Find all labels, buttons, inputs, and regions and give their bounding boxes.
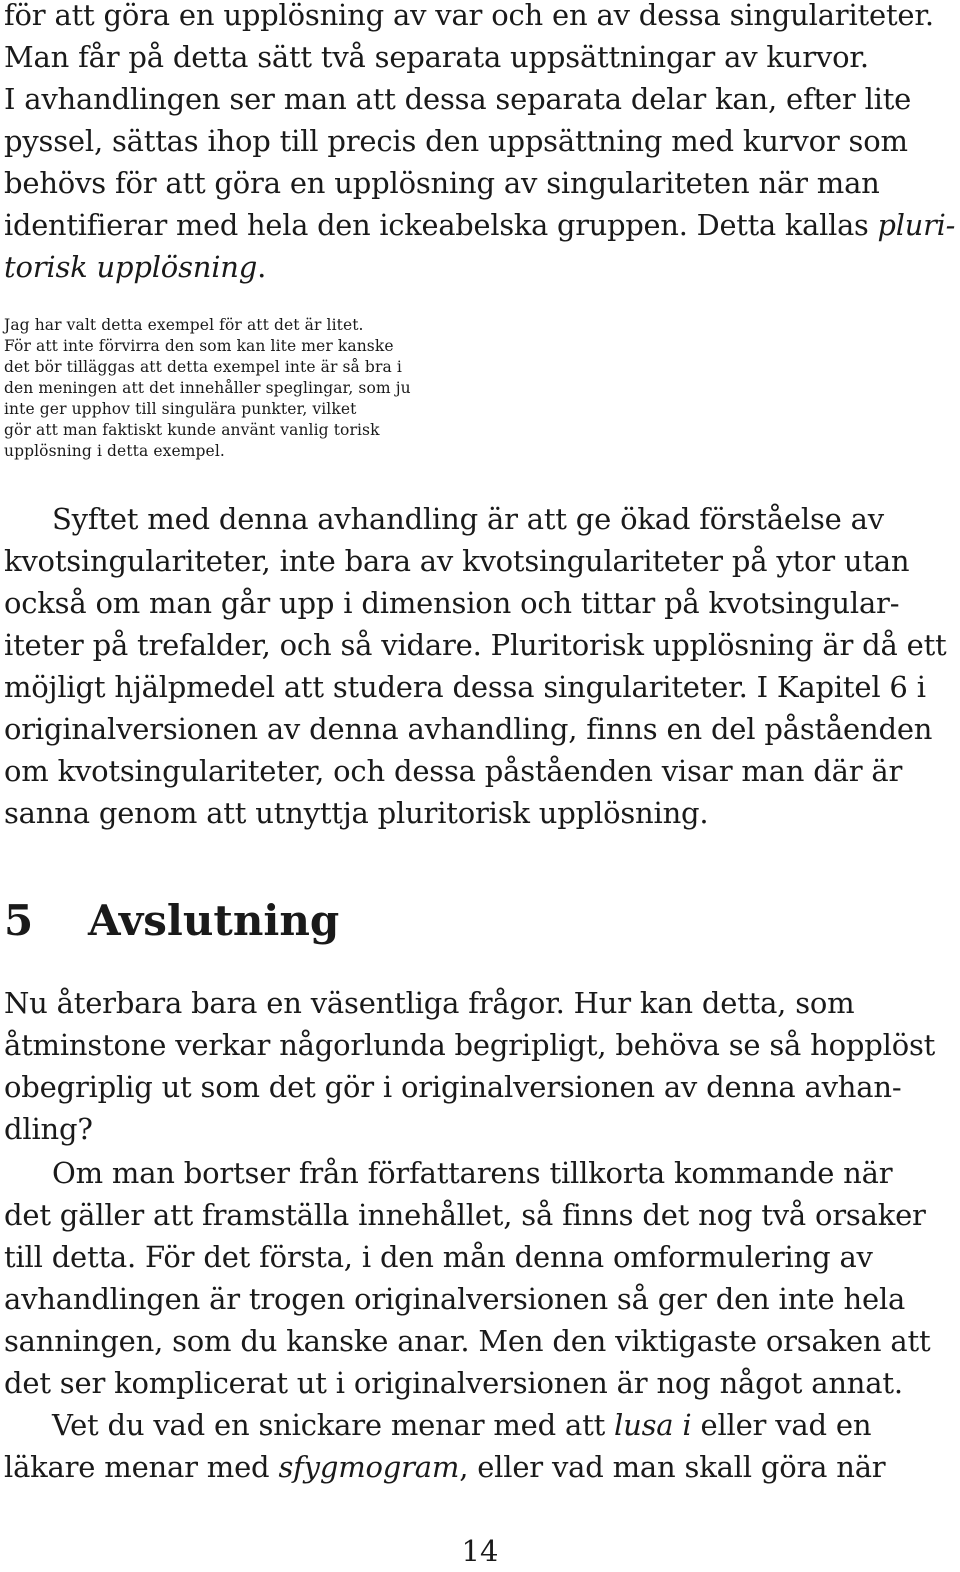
paragraph-line bbox=[4, 208, 955, 242]
note-line: För att inte förvirra den som kan lite mer kanske bbox=[4, 337, 394, 355]
paragraph-line: I avhandlingen ser man att dessa separata delar kan, efter lite bbox=[4, 82, 912, 116]
paragraph-line: åtminstone verkar någorlunda begripligt, behöva se så hopplöst bbox=[4, 1028, 936, 1062]
paragraph-line: iteter på trefalder, och så vidare. Pluritorisk upplösning är då ett bbox=[4, 628, 947, 662]
paragraph-line: dling? bbox=[4, 1112, 93, 1146]
paragraph-line: behövs för att göra en upplösning av singulariteten när man bbox=[4, 166, 880, 200]
paragraph-line bbox=[52, 1408, 871, 1442]
paragraph-line: sanningen, som du kanske anar. Men den viktigaste orsaken att bbox=[4, 1324, 931, 1358]
note-line: gör att man faktiskt kunde använt vanlig torisk bbox=[4, 421, 380, 439]
note-line: det bör tilläggas att detta exempel inte är så bra i bbox=[4, 358, 402, 376]
paragraph-text: läkare menar med bbox=[4, 1450, 279, 1484]
italic-term: pluri- bbox=[877, 208, 956, 242]
italic-term: lusa i bbox=[614, 1408, 692, 1442]
note-line: Jag har valt detta exempel för att det är litet. bbox=[4, 316, 364, 334]
section-heading bbox=[4, 896, 339, 945]
paragraph-line bbox=[4, 250, 266, 284]
paragraph-line: Om man bortser från författarens tillkorta kommande när bbox=[52, 1156, 893, 1190]
page-number: 14 bbox=[461, 1534, 499, 1568]
paragraph-text: Vet du vad en snickare menar med att bbox=[52, 1408, 615, 1442]
paragraph-line: pyssel, sättas ihop till precis den uppsättning med kurvor som bbox=[4, 124, 908, 158]
paragraph-text: eller vad en bbox=[691, 1408, 872, 1442]
paragraph-line: om kvotsingulariteter, och dessa påståenden visar man där är bbox=[4, 754, 903, 788]
paragraph-line: originalversionen av denna avhandling, finns en del påståenden bbox=[4, 712, 933, 746]
paragraph-text: . bbox=[257, 250, 267, 284]
paragraph-line: Nu återbara bara en väsentliga frågor. Hur kan detta, som bbox=[4, 986, 855, 1020]
paragraph-line: för att göra en upplösning av var och en av dessa singulariteter. bbox=[4, 0, 934, 32]
paragraph-text: , eller vad man skall göra när bbox=[459, 1450, 886, 1484]
note-line: den meningen att det innehåller speglingar, som ju bbox=[4, 379, 411, 397]
paragraph-line: kvotsingulariteter, inte bara av kvotsingulariteter på ytor utan bbox=[4, 544, 910, 578]
paragraph-line: avhandlingen är trogen originalversionen så ger den inte hela bbox=[4, 1282, 906, 1316]
paragraph-line: också om man går upp i dimension och tittar på kvotsingular- bbox=[4, 586, 900, 620]
italic-term: torisk upplösning bbox=[4, 250, 258, 284]
paragraph-line: sanna genom att utnyttja pluritorisk upplösning. bbox=[4, 796, 709, 830]
italic-term: sfygmogram bbox=[278, 1450, 460, 1484]
paragraph-line: det gäller att framställa innehållet, så finns det nog två orsaker bbox=[4, 1198, 926, 1232]
paragraph-line: obegriplig ut som det gör i originalversionen av denna avhan- bbox=[4, 1070, 902, 1104]
paragraph-text: identifierar med hela den ickeabelska gruppen. Detta kallas bbox=[4, 208, 869, 242]
paragraph-line bbox=[4, 1450, 885, 1484]
paragraph-line: möjligt hjälpmedel att studera dessa singulariteter. I Kapitel 6 i bbox=[4, 670, 926, 704]
note-line: upplösning i detta exempel. bbox=[4, 442, 225, 460]
paragraph-line: Man får på detta sätt två separata uppsättningar av kurvor. bbox=[4, 40, 869, 74]
paragraph-line: till detta. För det första, i den mån denna omformulering av bbox=[4, 1240, 873, 1274]
note-line: inte ger upphov till singulära punkter, vilket bbox=[4, 400, 357, 418]
section-number: 5 bbox=[4, 896, 34, 945]
section-title: Avslutning bbox=[88, 896, 340, 945]
paragraph-line: det ser komplicerat ut i originalversionen är nog något annat. bbox=[4, 1366, 903, 1400]
paragraph-line: Syftet med denna avhandling är att ge ökad förståelse av bbox=[52, 502, 884, 536]
